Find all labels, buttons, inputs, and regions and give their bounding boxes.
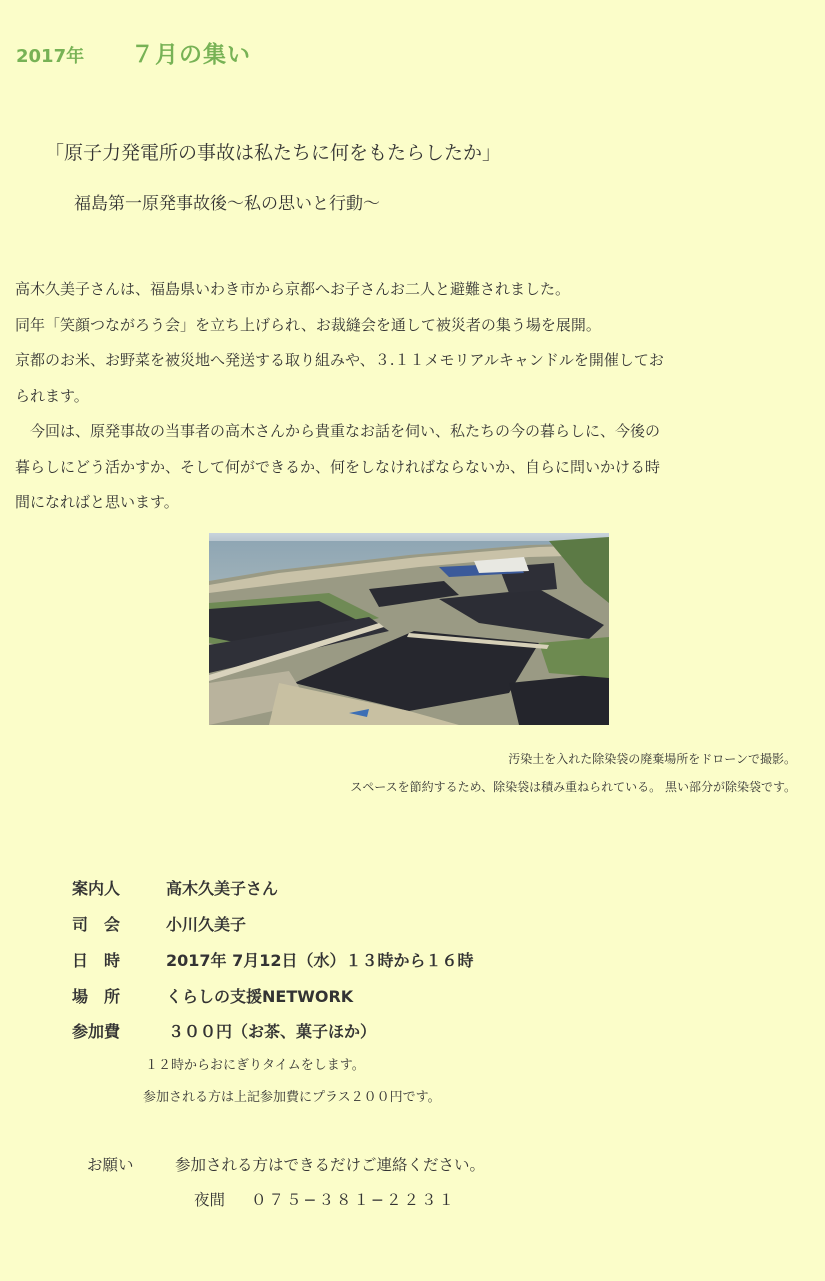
lunch-note: １２時からおにぎりタイムをします。 xyxy=(145,1058,365,1073)
description-line: 京都のお米、お野菜を被災地へ発送する取り組みや、３.１１メモリアルキャンドルを開催してお xyxy=(15,351,664,369)
page-title: ７月の集い xyxy=(131,42,251,68)
description-line: 今回は、原発事故の当事者の高木さんから貴重なお話を伺い、私たちの今の暮らしに、今後の xyxy=(15,422,661,440)
photo-caption-line: 汚染土を入れた除染袋の廃棄場所をドローンで撮影。 xyxy=(508,752,796,766)
host-value: 小川久美子 xyxy=(166,915,247,934)
event-title: 「原子力発電所の事故は私たちに何をもたらしたか」 xyxy=(45,142,502,164)
place-label: 場 所 xyxy=(72,987,121,1006)
request-label: お願い xyxy=(87,1156,134,1174)
description-line: 間になればと思います。 xyxy=(15,493,179,511)
fee-label: 参加費 xyxy=(72,1022,121,1041)
phone-label: 夜間 xyxy=(194,1191,226,1209)
guide-value: 高木久美子さん xyxy=(166,879,279,898)
description-line: 高木久美子さんは、福島県いわき市から京都へお子さんお二人と避難されました。 xyxy=(15,280,571,298)
place-value: くらしの支援NETWORK xyxy=(166,987,354,1006)
fee-value: ３００円（お茶、菓子ほか） xyxy=(168,1022,377,1041)
lunch-fee-note: 参加される方は上記参加費にプラス２００円です。 xyxy=(143,1090,441,1105)
description-line: られます。 xyxy=(15,386,89,405)
aerial-photo xyxy=(209,533,609,725)
photo-caption-line: スペースを節約するため、除染袋は積み重ねられている。 黒い部分が除染袋です。 xyxy=(350,780,796,794)
request-text: 参加される方はできるだけご連絡ください。 xyxy=(175,1156,486,1174)
event-year: 2017年 xyxy=(16,46,85,67)
host-label: 司 会 xyxy=(72,915,121,934)
description-line: 暮らしにどう活かすか、そして何ができるか、何をしなければならないか、自らに問いかける時 xyxy=(15,457,661,476)
datetime-value: 2017年 7月12日（水）１３時から１６時 xyxy=(166,951,474,970)
event-description xyxy=(15,272,805,521)
phone-number: ０７５−３８１−２２３１ xyxy=(251,1191,456,1209)
datetime-label: 日 時 xyxy=(72,951,121,970)
guide-label: 案内人 xyxy=(72,879,121,898)
description-line: 同年「笑顔つながろう会」を立ち上げられ、お裁縫会を通して被災者の集う場を展開。 xyxy=(15,315,601,334)
event-subtitle: 福島第一原発事故後～私の思いと行動～ xyxy=(74,194,380,214)
